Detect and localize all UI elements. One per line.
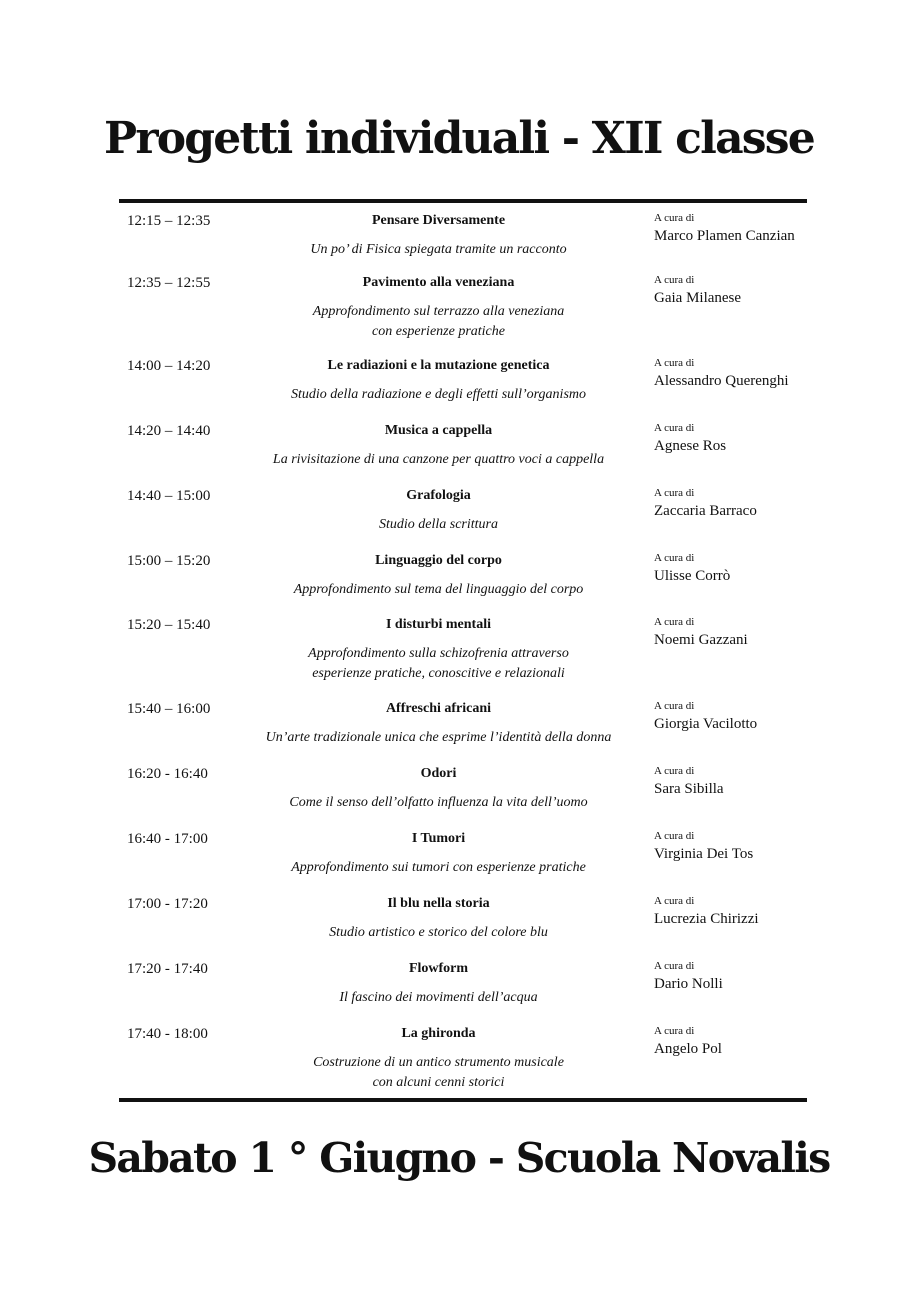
curator-info <box>654 274 741 307</box>
description-line: Approfondimento sul tema del linguaggio del corpo <box>293 582 584 597</box>
project-description <box>236 302 641 342</box>
project-title: I disturbi mentali <box>385 617 491 632</box>
description-line: Approfondimento sui tumori con esperienze pratiche <box>291 860 586 875</box>
description-line: Studio artistico e storico del colore blu <box>329 925 548 940</box>
curated-by-label: A cura di <box>654 895 695 907</box>
curated-by-label: A cura di <box>654 357 695 369</box>
curated-by-label: A cura di <box>654 616 695 628</box>
project-info <box>236 700 641 748</box>
project-description <box>236 858 641 878</box>
description-line: Studio della radiazione e degli effetti sull’organismo <box>290 387 586 402</box>
curator-info <box>654 552 730 585</box>
project-title: Pensare Diversamente <box>371 213 506 228</box>
curator-name: Agnese Ros <box>654 438 727 454</box>
description-line: Il fascino dei movimenti dell’acqua <box>339 990 538 1005</box>
curator-name: Zaccaria Barraco <box>654 503 757 519</box>
project-info <box>236 357 641 405</box>
time-slot: 16:20 - 16:40 <box>127 766 208 782</box>
curator-info <box>654 960 723 993</box>
project-info <box>236 830 641 878</box>
time-slot: 14:20 – 14:40 <box>127 423 211 439</box>
project-info <box>236 552 641 600</box>
project-info <box>236 487 641 535</box>
project-description <box>236 728 641 748</box>
project-info <box>236 960 641 1008</box>
description-line: Studio della scrittura <box>379 517 498 532</box>
curator-info <box>654 422 726 455</box>
time-slot: 15:20 – 15:40 <box>127 617 211 633</box>
project-description <box>236 240 641 260</box>
project-title: Musica a cappella <box>384 423 493 438</box>
curator-info <box>654 700 757 733</box>
project-info <box>236 895 641 943</box>
description-line: La rivisitazione di una canzone per quattro voci a cappella <box>272 452 605 467</box>
description-line: con alcuni cenni storici <box>372 1075 505 1090</box>
time-slot: 12:35 – 12:55 <box>127 275 211 291</box>
curated-by-label: A cura di <box>654 552 695 564</box>
description-line: esperienze pratiche, conoscitive e relazionali <box>312 666 565 681</box>
time-slot: 17:00 - 17:20 <box>127 896 208 912</box>
curator-info <box>654 830 753 863</box>
project-description <box>236 515 641 535</box>
description-line: Un’arte tradizionale unica che esprime l’identità della donna <box>265 730 612 745</box>
curator-name: Virginia Dei Tos <box>654 846 754 862</box>
curator-info <box>654 895 759 928</box>
curator-name: Alessandro Querenghi <box>654 373 789 389</box>
curator-info <box>654 616 748 649</box>
time-slot: 16:40 - 17:00 <box>127 831 208 847</box>
time-slot: 12:15 – 12:35 <box>127 213 211 229</box>
curated-by-label: A cura di <box>654 274 695 286</box>
curated-by-label: A cura di <box>654 1025 695 1037</box>
curator-name: Dario Nolli <box>654 976 723 992</box>
project-info <box>236 422 641 470</box>
project-description <box>236 923 641 943</box>
description-line: Un po’ di Fisica spiegata tramite un racconto <box>310 242 567 257</box>
page-title: Progetti individuali - XII classe <box>104 113 814 164</box>
time-slot: 14:00 – 14:20 <box>127 358 211 374</box>
project-info <box>236 765 641 813</box>
project-title: Linguaggio del corpo <box>375 553 502 568</box>
curator-name: Sara Sibilla <box>654 781 724 797</box>
time-slot: 15:00 – 15:20 <box>127 553 211 569</box>
description-line: Come il senso dell’olfatto influenza la vita dell’uomo <box>289 795 588 810</box>
project-info <box>236 274 641 342</box>
curator-name: Marco Plamen Canzian <box>654 228 795 244</box>
project-info <box>236 212 641 260</box>
curator-name: Lucrezia Chirizzi <box>654 911 759 927</box>
project-description <box>236 988 641 1008</box>
curator-info <box>654 212 795 245</box>
curator-info <box>654 487 757 520</box>
project-info <box>236 616 641 684</box>
project-description <box>236 385 641 405</box>
curated-by-label: A cura di <box>654 212 695 224</box>
curator-name: Ulisse Corrò <box>654 568 731 584</box>
time-slot: 17:20 - 17:40 <box>127 961 208 977</box>
curated-by-label: A cura di <box>654 487 695 499</box>
curator-info <box>654 1025 722 1058</box>
curator-name: Gaia Milanese <box>654 290 742 306</box>
project-title: Grafologia <box>406 488 471 503</box>
bottom-divider <box>119 1098 807 1102</box>
project-title: Flowform <box>408 961 469 976</box>
project-title: Affreschi africani <box>385 701 492 716</box>
curator-name: Angelo Pol <box>654 1041 722 1057</box>
curated-by-label: A cura di <box>654 765 695 777</box>
curator-info <box>654 765 724 798</box>
curated-by-label: A cura di <box>654 700 695 712</box>
description-line: con esperienze pratiche <box>372 324 505 339</box>
project-description <box>236 450 641 470</box>
project-title: Il blu nella storia <box>387 896 490 911</box>
project-title: Le radiazioni e la mutazione genetica <box>327 358 550 373</box>
time-slot: 14:40 – 15:00 <box>127 488 211 504</box>
project-description <box>236 580 641 600</box>
project-description <box>236 793 641 813</box>
curated-by-label: A cura di <box>654 422 695 434</box>
project-title: Odori <box>420 766 457 781</box>
project-title: La ghironda <box>401 1026 476 1041</box>
project-info <box>236 1025 641 1093</box>
curated-by-label: A cura di <box>654 830 695 842</box>
curated-by-label: A cura di <box>654 960 695 972</box>
project-title: Pavimento alla veneziana <box>362 275 515 290</box>
description-line: Approfondimento sulla schizofrenia attraverso <box>308 646 569 661</box>
project-description <box>236 1053 641 1093</box>
description-line: Costruzione di un antico strumento musicale <box>313 1055 564 1070</box>
curator-name: Noemi Gazzani <box>654 632 748 648</box>
curator-info <box>654 357 789 390</box>
time-slot: 17:40 - 18:00 <box>127 1026 208 1042</box>
footer-date-venue: Sabato 1 ° Giugno - Scuola Novalis <box>88 1134 830 1182</box>
project-description <box>236 644 641 684</box>
time-slot: 15:40 – 16:00 <box>127 701 211 717</box>
project-title: I Tumori <box>411 831 466 846</box>
curator-name: Giorgia Vacilotto <box>654 716 758 732</box>
description-line: Approfondimento sul terrazzo alla veneziana <box>312 304 565 319</box>
